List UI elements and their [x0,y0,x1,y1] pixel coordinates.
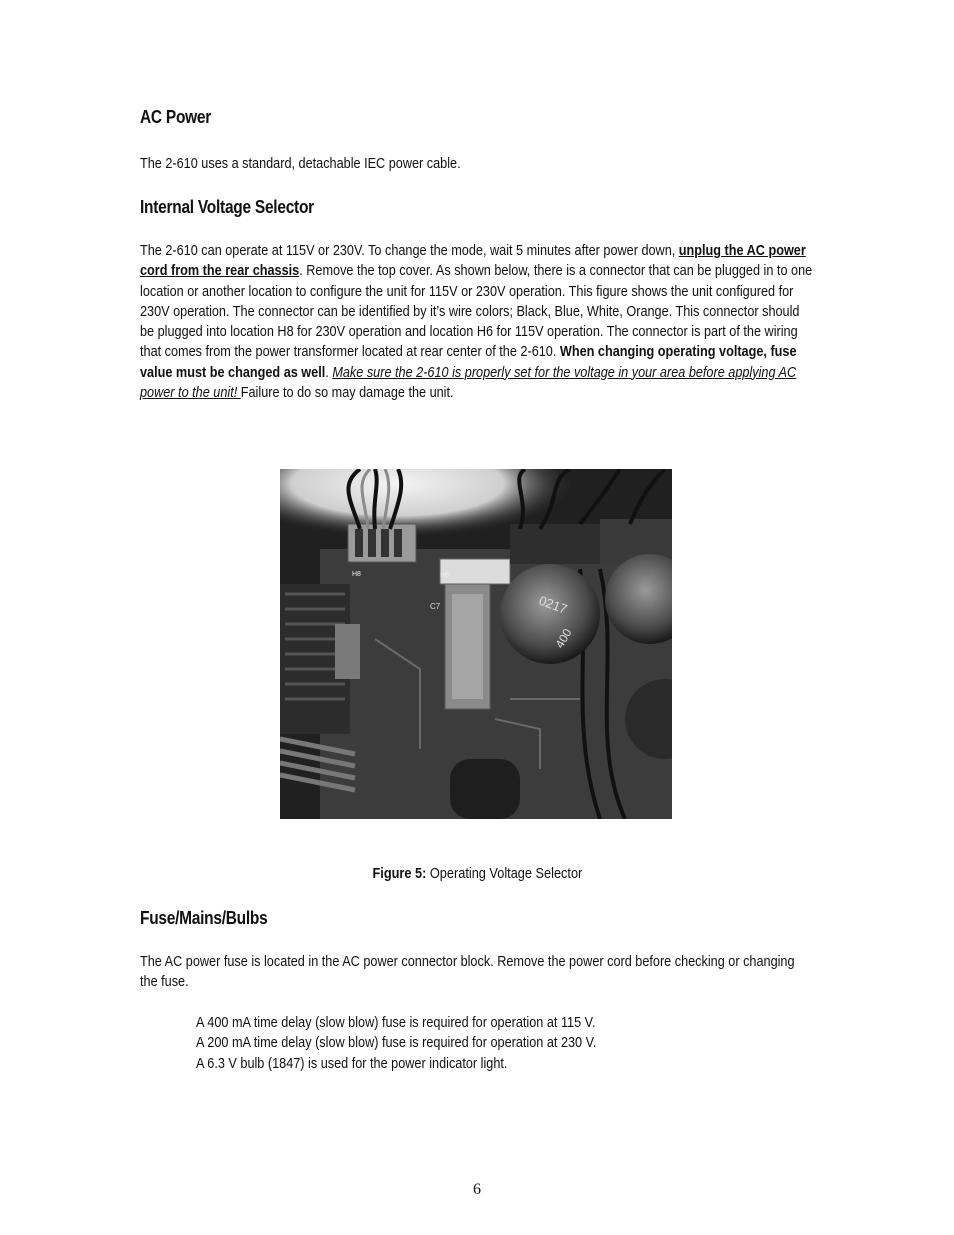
vs-text-1: The 2-610 can operate at 115V or 230V. To change the mode, wait 5 minutes after power down, [140,242,679,259]
vs-text-2: . Remove the top cover. As shown below, there is a connector that can be plugged in to one location or another location to configure the unit for 115V or 230V operation. This figure shows the unit configured for 230V operation. The connector can be identified by it’s wire colors; Black, Blue, White, Orange. This connector should be plugged into location H8 for 230V operation and location H6 for 115V operation. The connector is part of the wiring that comes from the power transformer located at rear center of the 2-610. [140,262,813,361]
voltage-selector-text [140,241,813,403]
fuse-spec-list [196,1013,596,1074]
vs-text-3: . [325,363,333,381]
heading-ac-power: AC Power [140,107,212,127]
board-label-c7: C7 [430,602,441,611]
list-item: A 200 mA time delay (slow blow) fuse is required for operation at 230 V. [196,1034,597,1052]
vs-unplug-warning: unplug the AC power cord from the rear chassis [140,242,806,280]
circuit-board-image [280,469,672,819]
heading-internal-voltage-selector: Internal Voltage Selector [140,197,314,217]
voltage-selector-photo [280,469,672,819]
board-label-h8: H8 [352,571,361,578]
list-item: A 6.3 V bulb (1847) is used for the power indicator light. [196,1054,508,1072]
figure-label: Figure 5: [372,865,426,882]
page-number: 6 [473,1181,481,1198]
figure-caption [0,865,954,882]
fuse-text [140,952,808,993]
capacitor-value-label: 400 [552,626,575,651]
capacitor-code-label: 0217 [536,592,570,617]
vs-voltage-warning: Make sure the 2-610 is properly set for the voltage in your area before applying AC power to the unit! [140,363,797,402]
vs-text-4: Failure to do so may damage the unit. [240,384,454,402]
ac-power-text [140,154,808,174]
board-label-h6: H6 [440,572,449,579]
list-item: A 400 mA time delay (slow blow) fuse is required for operation at 115 V. [196,1014,596,1031]
heading-fuse-mains-bulbs: Fuse/Mains/Bulbs [140,908,268,928]
vs-fuse-warning: When changing operating voltage, fuse value must be changed as well [140,343,797,381]
figure-caption-inner [372,865,582,882]
ac-power-paragraph: The 2-610 uses a standard, detachable IEC power cable. [140,155,461,172]
fuse-paragraph: The AC power fuse is located in the AC power connector block. Remove the power cord before checking or changing the fuse. [140,953,795,991]
figure-caption-text: Operating Voltage Selector [425,865,582,882]
voltage-selector-paragraph [140,241,813,403]
